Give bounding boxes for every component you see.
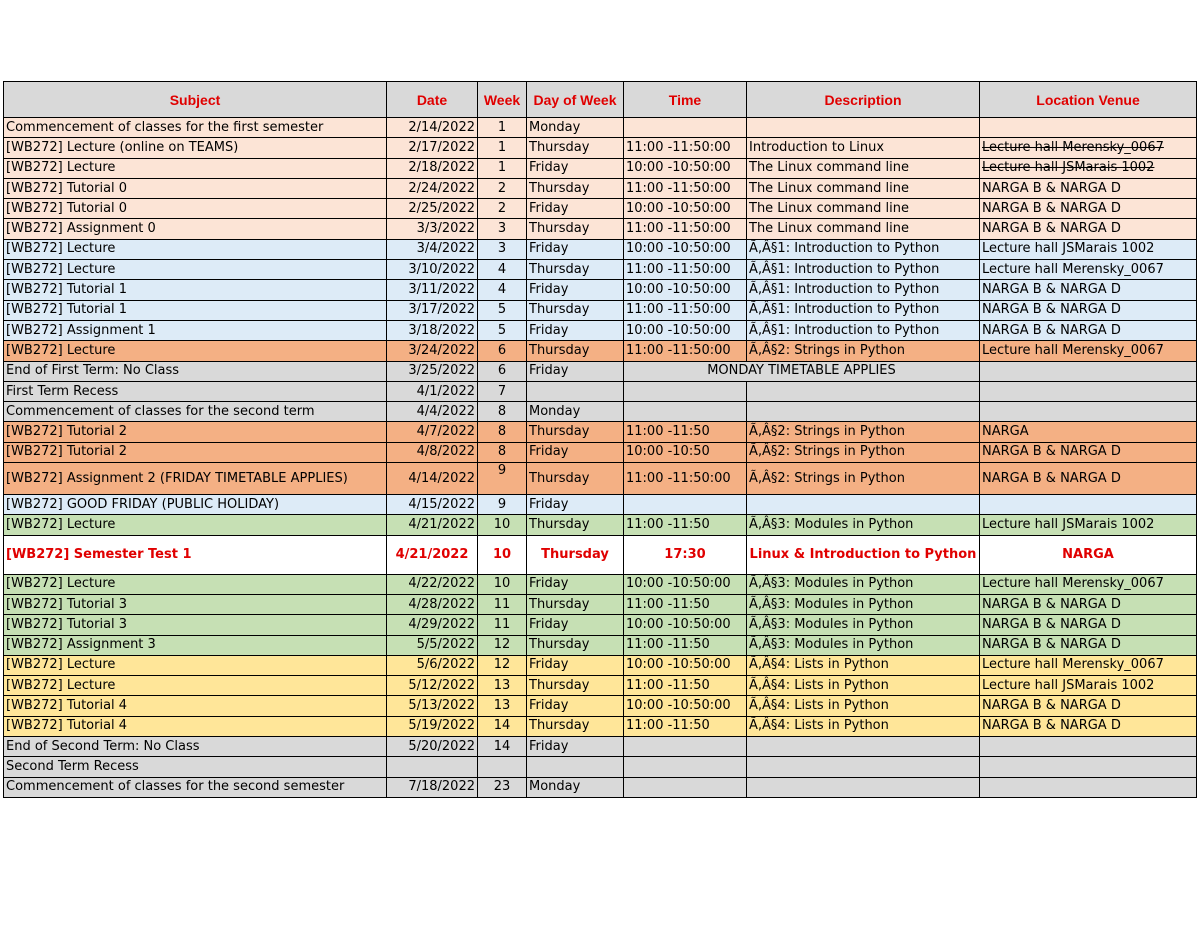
- cell-description: [747, 495, 980, 515]
- cell-day-of-week: Friday: [527, 158, 624, 178]
- cell-date: 2/18/2022: [387, 158, 478, 178]
- header-time: Time: [624, 82, 747, 118]
- cell-date: 5/12/2022: [387, 676, 478, 696]
- cell-subject: [WB272] Assignment 3: [4, 635, 387, 655]
- cell-subject: [WB272] Lecture: [4, 515, 387, 535]
- cell-day-of-week: Monday: [527, 118, 624, 138]
- cell-description: Ã‚Â§1: Introduction to Python: [747, 320, 980, 340]
- cell-day-of-week: Thursday: [527, 138, 624, 158]
- table-row: [4, 239, 1197, 259]
- table-row: [4, 341, 1197, 361]
- cell-subject: [WB272] Tutorial 3: [4, 594, 387, 614]
- cell-time: 10:00 -10:50:00: [624, 199, 747, 219]
- table-row: [4, 158, 1197, 178]
- cell-subject: Commencement of classes for the second semester: [4, 777, 387, 797]
- cell-description: The Linux command line: [747, 199, 980, 219]
- cell-time: [624, 757, 747, 777]
- cell-description: Ã‚Â§4: Lists in Python: [747, 716, 980, 736]
- cell-location-venue: [980, 118, 1197, 138]
- cell-week: 4: [478, 260, 527, 280]
- table-row: [4, 635, 1197, 655]
- cell-time: [624, 737, 747, 757]
- cell-time: 11:00 -11:50: [624, 635, 747, 655]
- cell-description: Ã‚Â§4: Lists in Python: [747, 676, 980, 696]
- cell-date: 3/17/2022: [387, 300, 478, 320]
- cell-description: [747, 118, 980, 138]
- cell-subject: [WB272] Tutorial 4: [4, 696, 387, 716]
- cell-date: 2/17/2022: [387, 138, 478, 158]
- cell-time: [624, 495, 747, 515]
- cell-week: 14: [478, 737, 527, 757]
- table-row: [4, 696, 1197, 716]
- table-row: [4, 178, 1197, 198]
- cell-time: 10:00 -10:50:00: [624, 239, 747, 259]
- cell-day-of-week: Friday: [527, 239, 624, 259]
- cell-subject: [WB272] Tutorial 0: [4, 178, 387, 198]
- cell-time: 10:00 -10:50:00: [624, 696, 747, 716]
- cell-week: 13: [478, 676, 527, 696]
- cell-subject: [WB272] Tutorial 2: [4, 442, 387, 462]
- cell-week: 12: [478, 635, 527, 655]
- cell-location-venue: Lecture hall Merensky_0067: [980, 574, 1197, 594]
- cell-subject: Commencement of classes for the first semester: [4, 118, 387, 138]
- cell-description: Ã‚Â§3: Modules in Python: [747, 615, 980, 635]
- cell-location-venue: [980, 361, 1197, 381]
- header-date: Date: [387, 82, 478, 118]
- cell-description: Ã‚Â§2: Strings in Python: [747, 442, 980, 462]
- cell-day-of-week: Thursday: [527, 535, 624, 574]
- table-row: [4, 737, 1197, 757]
- cell-date: 3/4/2022: [387, 239, 478, 259]
- header-subject: Subject: [4, 82, 387, 118]
- cell-description: Ã‚Â§1: Introduction to Python: [747, 239, 980, 259]
- cell-description: [747, 737, 980, 757]
- cell-week: 10: [478, 574, 527, 594]
- cell-subject: [WB272] Tutorial 1: [4, 280, 387, 300]
- table-row: [4, 463, 1197, 495]
- cell-description: Ã‚Â§3: Modules in Python: [747, 515, 980, 535]
- cell-time: 10:00 -10:50:00: [624, 280, 747, 300]
- cell-description: [747, 757, 980, 777]
- cell-description: The Linux command line: [747, 178, 980, 198]
- cell-date: 4/4/2022: [387, 402, 478, 422]
- table-row: [4, 442, 1197, 462]
- cell-subject: [WB272] Semester Test 1: [4, 535, 387, 574]
- cell-week: 1: [478, 158, 527, 178]
- cell-location-venue: NARGA B & NARGA D: [980, 635, 1197, 655]
- cell-subject: [WB272] Tutorial 2: [4, 422, 387, 442]
- cell-day-of-week: Friday: [527, 495, 624, 515]
- cell-date: 5/19/2022: [387, 716, 478, 736]
- cell-date: 4/28/2022: [387, 594, 478, 614]
- cell-location-venue: Lecture hall JSMarais 1002: [980, 676, 1197, 696]
- table-row: [4, 574, 1197, 594]
- cell-date: 5/13/2022: [387, 696, 478, 716]
- cell-time: 11:00 -11:50:00: [624, 178, 747, 198]
- cell-description: [747, 777, 980, 797]
- cell-location-venue: NARGA B & NARGA D: [980, 300, 1197, 320]
- table-row: [4, 594, 1197, 614]
- table-row: [4, 676, 1197, 696]
- cell-day-of-week: Monday: [527, 777, 624, 797]
- cell-location-venue: [980, 757, 1197, 777]
- cell-date: 5/6/2022: [387, 655, 478, 675]
- cell-date: 2/24/2022: [387, 178, 478, 198]
- cell-location-venue: Lecture hall Merensky_0067: [980, 138, 1197, 158]
- cell-day-of-week: [527, 757, 624, 777]
- cell-description: The Linux command line: [747, 219, 980, 239]
- cell-location-venue: Lecture hall Merensky_0067: [980, 341, 1197, 361]
- cell-location-venue: NARGA: [980, 535, 1197, 574]
- cell-week: 5: [478, 320, 527, 340]
- table-row: [4, 320, 1197, 340]
- cell-location-venue: NARGA B & NARGA D: [980, 442, 1197, 462]
- cell-week: 10: [478, 535, 527, 574]
- cell-date: 4/22/2022: [387, 574, 478, 594]
- cell-subject: [WB272] Lecture: [4, 158, 387, 178]
- cell-location-venue: NARGA B & NARGA D: [980, 219, 1197, 239]
- cell-day-of-week: Thursday: [527, 463, 624, 495]
- cell-day-of-week: Friday: [527, 696, 624, 716]
- cell-day-of-week: Thursday: [527, 178, 624, 198]
- cell-time: 11:00 -11:50:00: [624, 341, 747, 361]
- cell-week: 11: [478, 594, 527, 614]
- cell-day-of-week: Friday: [527, 615, 624, 635]
- cell-time: [624, 777, 747, 797]
- header-day-of-week: Day of Week: [527, 82, 624, 118]
- cell-date: 3/25/2022: [387, 361, 478, 381]
- cell-date: 4/15/2022: [387, 495, 478, 515]
- cell-time: [624, 402, 747, 422]
- cell-day-of-week: Thursday: [527, 422, 624, 442]
- cell-subject: [WB272] Tutorial 4: [4, 716, 387, 736]
- cell-location-venue: [980, 777, 1197, 797]
- table-row: [4, 716, 1197, 736]
- cell-week: 9: [478, 495, 527, 515]
- cell-date: 3/10/2022: [387, 260, 478, 280]
- cell-date: 4/21/2022: [387, 515, 478, 535]
- cell-time: 11:00 -11:50:00: [624, 260, 747, 280]
- cell-subject: [WB272] Lecture (online on TEAMS): [4, 138, 387, 158]
- cell-description: Ã‚Â§2: Strings in Python: [747, 463, 980, 495]
- cell-week: 11: [478, 615, 527, 635]
- cell-date: 4/1/2022: [387, 381, 478, 401]
- cell-description: Ã‚Â§3: Modules in Python: [747, 635, 980, 655]
- cell-location-venue: [980, 495, 1197, 515]
- cell-week: 1: [478, 138, 527, 158]
- cell-date: 3/18/2022: [387, 320, 478, 340]
- cell-location-venue: NARGA B & NARGA D: [980, 594, 1197, 614]
- cell-time: 10:00 -10:50:00: [624, 158, 747, 178]
- cell-subject: [WB272] Tutorial 0: [4, 199, 387, 219]
- cell-location-venue: NARGA B & NARGA D: [980, 716, 1197, 736]
- cell-week: 2: [478, 178, 527, 198]
- cell-week: 8: [478, 442, 527, 462]
- cell-day-of-week: Thursday: [527, 219, 624, 239]
- cell-location-venue: NARGA B & NARGA D: [980, 199, 1197, 219]
- cell-location-venue: [980, 381, 1197, 401]
- table-row: [4, 219, 1197, 239]
- cell-subject: [WB272] Lecture: [4, 260, 387, 280]
- cell-date: 4/21/2022: [387, 535, 478, 574]
- cell-description: Ã‚Â§2: Strings in Python: [747, 422, 980, 442]
- cell-merged-note: MONDAY TIMETABLE APPLIES: [624, 361, 980, 381]
- cell-subject: [WB272] Assignment 0: [4, 219, 387, 239]
- cell-week: 5: [478, 300, 527, 320]
- cell-time: [624, 118, 747, 138]
- cell-week: 6: [478, 361, 527, 381]
- cell-subject: [WB272] Lecture: [4, 341, 387, 361]
- table-row: [4, 495, 1197, 515]
- cell-location-venue: Lecture hall Merensky_0067: [980, 655, 1197, 675]
- table-row: [4, 199, 1197, 219]
- cell-week: 6: [478, 341, 527, 361]
- cell-date: 5/20/2022: [387, 737, 478, 757]
- table-row: [4, 515, 1197, 535]
- cell-week: 3: [478, 219, 527, 239]
- timetable-body: [4, 118, 1197, 798]
- cell-time: 11:00 -11:50: [624, 422, 747, 442]
- cell-date: 4/7/2022: [387, 422, 478, 442]
- cell-location-venue: NARGA B & NARGA D: [980, 178, 1197, 198]
- cell-subject: [WB272] Lecture: [4, 655, 387, 675]
- cell-week: 14: [478, 716, 527, 736]
- cell-date: 4/29/2022: [387, 615, 478, 635]
- cell-week: 10: [478, 515, 527, 535]
- cell-subject: [WB272] Lecture: [4, 239, 387, 259]
- cell-time: 11:00 -11:50:00: [624, 300, 747, 320]
- cell-week: 9: [478, 463, 527, 495]
- cell-subject: [WB272] Lecture: [4, 574, 387, 594]
- cell-day-of-week: Thursday: [527, 260, 624, 280]
- cell-description: Ã‚Â§3: Modules in Python: [747, 574, 980, 594]
- cell-day-of-week: Thursday: [527, 341, 624, 361]
- cell-time: 10:00 -10:50:00: [624, 655, 747, 675]
- cell-week: 2: [478, 199, 527, 219]
- table-row: [4, 118, 1197, 138]
- cell-subject: [WB272] Lecture: [4, 676, 387, 696]
- header-week: Week: [478, 82, 527, 118]
- cell-location-venue: NARGA: [980, 422, 1197, 442]
- table-row: [4, 402, 1197, 422]
- cell-day-of-week: Thursday: [527, 635, 624, 655]
- cell-week: 4: [478, 280, 527, 300]
- cell-description: Ã‚Â§1: Introduction to Python: [747, 260, 980, 280]
- cell-day-of-week: Friday: [527, 442, 624, 462]
- cell-date: 4/8/2022: [387, 442, 478, 462]
- cell-day-of-week: Thursday: [527, 676, 624, 696]
- cell-location-venue: NARGA B & NARGA D: [980, 696, 1197, 716]
- cell-description: The Linux command line: [747, 158, 980, 178]
- cell-day-of-week: Friday: [527, 737, 624, 757]
- table-row: [4, 777, 1197, 797]
- cell-location-venue: Lecture hall Merensky_0067: [980, 260, 1197, 280]
- cell-day-of-week: Monday: [527, 402, 624, 422]
- cell-time: 10:00 -10:50:00: [624, 574, 747, 594]
- cell-location-venue: NARGA B & NARGA D: [980, 463, 1197, 495]
- cell-description: Ã‚Â§1: Introduction to Python: [747, 280, 980, 300]
- cell-week: 8: [478, 402, 527, 422]
- timetable: [3, 81, 1197, 798]
- cell-time: 11:00 -11:50: [624, 594, 747, 614]
- table-row: [4, 655, 1197, 675]
- cell-time: 11:00 -11:50:00: [624, 219, 747, 239]
- cell-time: 10:00 -10:50:00: [624, 320, 747, 340]
- table-row: [4, 757, 1197, 777]
- cell-subject: Commencement of classes for the second term: [4, 402, 387, 422]
- cell-description: [747, 402, 980, 422]
- cell-subject: End of Second Term: No Class: [4, 737, 387, 757]
- cell-week: 13: [478, 696, 527, 716]
- cell-description: Ã‚Â§4: Lists in Python: [747, 696, 980, 716]
- cell-subject: [WB272] Tutorial 1: [4, 300, 387, 320]
- cell-location-venue: NARGA B & NARGA D: [980, 615, 1197, 635]
- cell-date: 2/25/2022: [387, 199, 478, 219]
- cell-description: Ã‚Â§3: Modules in Python: [747, 594, 980, 614]
- cell-subject: End of First Term: No Class: [4, 361, 387, 381]
- cell-day-of-week: Friday: [527, 574, 624, 594]
- header-description: Description: [747, 82, 980, 118]
- cell-description: [747, 381, 980, 401]
- cell-location-venue: Lecture hall JSMarais 1002: [980, 158, 1197, 178]
- cell-date: 3/3/2022: [387, 219, 478, 239]
- cell-time: 10:00 -10:50: [624, 442, 747, 462]
- cell-time: 11:00 -11:50: [624, 676, 747, 696]
- cell-location-venue: Lecture hall JSMarais 1002: [980, 515, 1197, 535]
- cell-description: Ã‚Â§2: Strings in Python: [747, 341, 980, 361]
- cell-week: 1: [478, 118, 527, 138]
- cell-day-of-week: Friday: [527, 280, 624, 300]
- header-row: [4, 82, 1197, 118]
- cell-day-of-week: [527, 381, 624, 401]
- cell-week: 3: [478, 239, 527, 259]
- cell-day-of-week: Thursday: [527, 716, 624, 736]
- cell-description: Ã‚Â§4: Lists in Python: [747, 655, 980, 675]
- cell-time: 11:00 -11:50: [624, 515, 747, 535]
- table-row: [4, 422, 1197, 442]
- table-row: [4, 535, 1197, 574]
- cell-day-of-week: Thursday: [527, 515, 624, 535]
- cell-week: [478, 757, 527, 777]
- cell-time: 11:00 -11:50:00: [624, 463, 747, 495]
- cell-week: 23: [478, 777, 527, 797]
- cell-day-of-week: Friday: [527, 199, 624, 219]
- cell-location-venue: NARGA B & NARGA D: [980, 280, 1197, 300]
- cell-time: 11:00 -11:50: [624, 716, 747, 736]
- cell-day-of-week: Friday: [527, 655, 624, 675]
- cell-time: 11:00 -11:50:00: [624, 138, 747, 158]
- cell-day-of-week: Friday: [527, 361, 624, 381]
- header-location-venue: Location Venue: [980, 82, 1197, 118]
- cell-location-venue: Lecture hall JSMarais 1002: [980, 239, 1197, 259]
- table-row: [4, 381, 1197, 401]
- table-row: [4, 280, 1197, 300]
- cell-week: 7: [478, 381, 527, 401]
- cell-location-venue: [980, 402, 1197, 422]
- cell-subject: [WB272] Assignment 2 (FRIDAY TIMETABLE APPLIES): [4, 463, 387, 495]
- table-row: [4, 260, 1197, 280]
- cell-day-of-week: Thursday: [527, 594, 624, 614]
- cell-week: 12: [478, 655, 527, 675]
- cell-subject: Second Term Recess: [4, 757, 387, 777]
- cell-date: 4/14/2022: [387, 463, 478, 495]
- cell-date: 3/24/2022: [387, 341, 478, 361]
- cell-date: 7/18/2022: [387, 777, 478, 797]
- cell-week: 8: [478, 422, 527, 442]
- cell-subject: [WB272] GOOD FRIDAY (PUBLIC HOLIDAY): [4, 495, 387, 515]
- cell-location-venue: [980, 737, 1197, 757]
- cell-description: Ã‚Â§1: Introduction to Python: [747, 300, 980, 320]
- cell-subject: [WB272] Assignment 1: [4, 320, 387, 340]
- cell-date: 3/11/2022: [387, 280, 478, 300]
- cell-time: 10:00 -10:50:00: [624, 615, 747, 635]
- cell-date: 2/14/2022: [387, 118, 478, 138]
- cell-location-venue: NARGA B & NARGA D: [980, 320, 1197, 340]
- cell-description: Linux & Introduction to Python: [747, 535, 980, 574]
- cell-time: 17:30: [624, 535, 747, 574]
- cell-description: Introduction to Linux: [747, 138, 980, 158]
- table-row: [4, 300, 1197, 320]
- cell-subject: First Term Recess: [4, 381, 387, 401]
- cell-date: [387, 757, 478, 777]
- cell-time: [624, 381, 747, 401]
- cell-subject: [WB272] Tutorial 3: [4, 615, 387, 635]
- cell-date: 5/5/2022: [387, 635, 478, 655]
- table-row: [4, 615, 1197, 635]
- table-row: [4, 138, 1197, 158]
- cell-day-of-week: Friday: [527, 320, 624, 340]
- cell-day-of-week: Thursday: [527, 300, 624, 320]
- table-row: [4, 361, 1197, 381]
